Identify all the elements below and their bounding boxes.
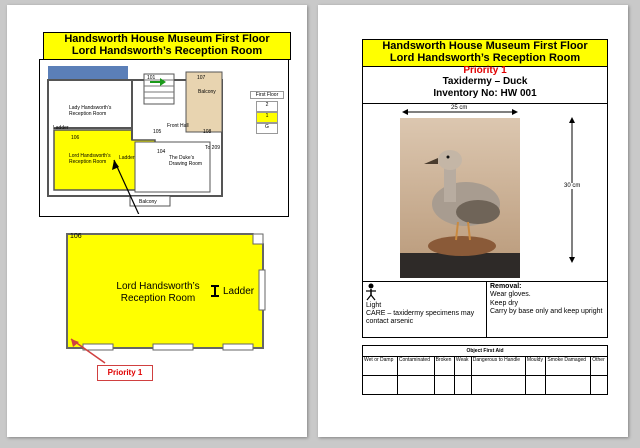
floor-legend-title: First Floor <box>250 91 284 99</box>
page-banner <box>43 32 291 60</box>
priority-label: Priority 1 <box>463 65 507 76</box>
room-number-105: 105 <box>153 129 162 135</box>
first-aid-title: Object First Aid <box>362 345 608 357</box>
room-label-lady: Lady Handsworth’s Reception Room <box>69 105 112 117</box>
priority-arrow <box>67 335 107 365</box>
height-dimension: 30 cm <box>564 183 581 189</box>
duck-photo <box>400 118 520 278</box>
first-aid-cell <box>397 376 434 395</box>
weight-label: Light <box>366 302 382 309</box>
first-aid-col: Mouldy <box>525 357 546 376</box>
room-label-balcony-right: Balcony <box>198 89 216 95</box>
removal-step: Carry by base only and keep upright <box>490 308 603 315</box>
room-number-106: 106 <box>71 135 80 141</box>
first-aid-cell <box>546 376 591 395</box>
room-label-to-209: To 209 <box>205 145 221 151</box>
removal-step: Wear gloves. <box>490 291 531 298</box>
inventory-number: Inventory No: HW 001 <box>433 88 537 99</box>
floorplan-page <box>7 5 307 437</box>
care-note: CARE – taxidermy specimens may contact arsenic <box>366 310 475 325</box>
zoom-room-title: Lord Handsworth’s Reception Room <box>116 281 200 304</box>
duke-room-area <box>135 142 210 192</box>
first-aid-cell <box>591 376 608 395</box>
floor-1: 1 <box>256 112 278 123</box>
object-card-page <box>318 5 628 437</box>
first-aid-cell <box>525 376 546 395</box>
removal-steps <box>490 291 604 317</box>
height-arrow <box>564 115 581 265</box>
first-aid-col: Weak <box>454 357 471 376</box>
first-aid-col: Smoke Damaged <box>546 357 591 376</box>
object-name: Taxidermy – Duck <box>442 76 528 87</box>
first-aid-cell <box>471 376 525 395</box>
banner-line-1: Handsworth House Museum First Floor <box>382 40 588 52</box>
first-aid-cell <box>363 376 398 395</box>
zoom-room-number: 106 <box>70 233 82 240</box>
first-aid-col: Dangerous to Handle <box>471 357 525 376</box>
first-aid-col: Wet or Damp <box>363 357 398 376</box>
floor-legend <box>250 91 284 147</box>
banner-line-2: Lord Handsworth’s Reception Room <box>389 52 581 64</box>
page-banner <box>362 39 608 67</box>
ladder-label-small-1: Ladder <box>53 125 69 131</box>
banner-line-2: Lord Handsworth’s Reception Room <box>71 45 263 57</box>
width-dimension: 25 cm <box>451 105 468 111</box>
roof-area <box>48 66 128 80</box>
room-label-front-hall: Front Hall <box>167 123 189 129</box>
first-aid-table <box>362 356 608 395</box>
room-label-balcony-bottom: Balcony <box>139 199 157 205</box>
balcony-right-area <box>186 72 222 132</box>
room-label-lord: Lord Handsworth’s Reception Room <box>69 153 111 165</box>
banner-line-1: Handsworth House Museum First Floor <box>64 33 270 45</box>
floor-g: G <box>256 123 278 134</box>
info-divider <box>486 281 487 337</box>
person-icon <box>364 283 378 301</box>
room-number-108: 108 <box>203 129 212 135</box>
first-aid-col: Other <box>591 357 608 376</box>
ladder-label-small-2: Ladder <box>119 155 135 161</box>
room-number-107: 107 <box>197 75 206 81</box>
first-aid-col: Broken <box>434 357 454 376</box>
first-aid-cell <box>434 376 454 395</box>
zoom-ladder-label: Ladder <box>223 286 255 297</box>
object-header <box>362 65 608 104</box>
removal-step: Keep dry <box>490 299 519 307</box>
room-number-101: 101 <box>147 75 156 81</box>
priority-tag: Priority 1 <box>97 365 153 381</box>
removal-title: Removal: <box>490 283 522 290</box>
first-aid-col: Contaminated <box>397 357 434 376</box>
room-label-duke: The Duke’s Drawing Room <box>169 155 203 167</box>
first-aid-cell <box>454 376 471 395</box>
floor-2: 2 <box>256 101 278 112</box>
room-number-104: 104 <box>157 149 166 155</box>
